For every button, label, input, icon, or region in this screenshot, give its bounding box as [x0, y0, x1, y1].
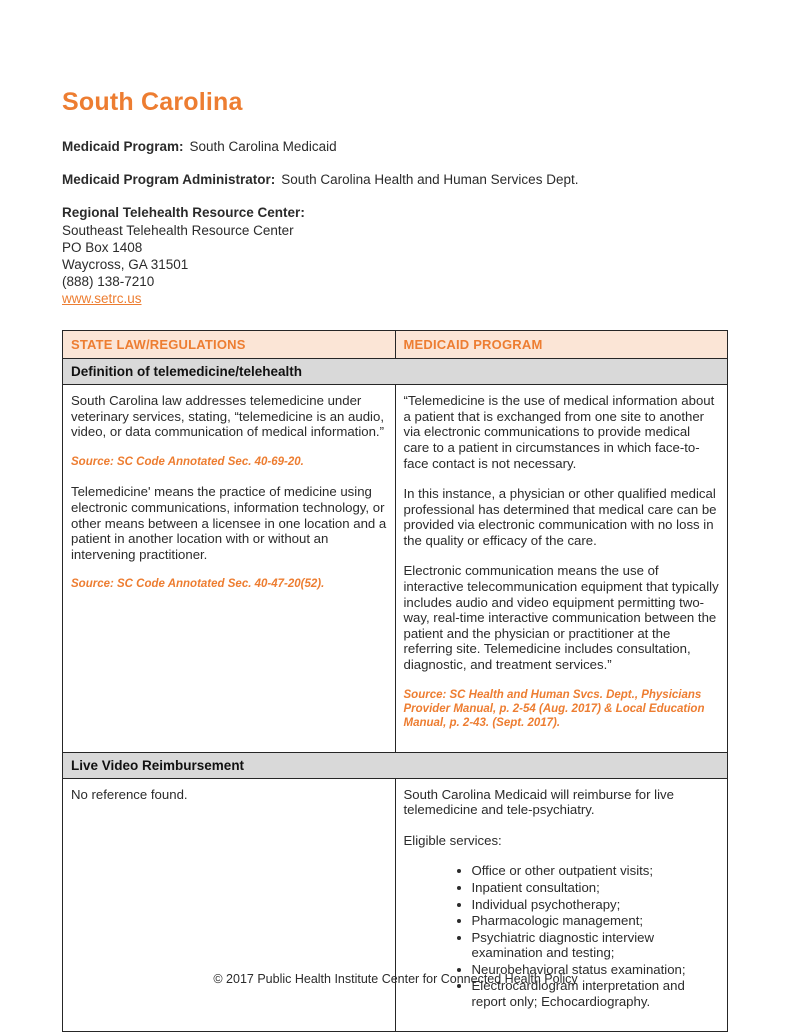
eligible-services-heading: Eligible services: — [403, 832, 502, 848]
source-citation: Source: SC Code Annotated Sec. 40-69-20. — [71, 455, 304, 468]
section-header-definition: Definition of telemedicine/telehealth — [63, 359, 728, 385]
definition-medicaid-paragraph: “Telemedicine is the use of medical information about a patient that is exchanged from one site to another via electronic communications to provide medical care to a patient in circumstances in which face-to-face contact is not necessary. — [403, 393, 715, 471]
definition-state-law-paragraph: Telemedicine' means the practice of medicine using electronic communications, information technology, or other means between a licensee in one location and a patient in another location with or without an intervening practitioner. — [71, 484, 387, 562]
eligible-service-item: • Neurobehavioral status examination; — [472, 962, 720, 978]
policy-table — [62, 330, 728, 1031]
medicaid-admin-value: South Carolina Health and Human Services Dept. — [281, 172, 579, 188]
eligible-service-item: • Psychiatric diagnostic interview examination and testing; — [472, 930, 720, 961]
resource-center-block — [62, 205, 728, 308]
medicaid-program-value: South Carolina Medicaid — [189, 139, 337, 154]
resource-center-website-link[interactable]: www.setrc.us — [62, 291, 142, 307]
section-header-live-video: Live Video Reimbursement — [63, 752, 728, 778]
definition-medicaid-paragraph: In this instance, a physician or other qualified medical professional has determined that medical care can be provided via electronic communication with no loss in the quality or efficacy of the care. — [403, 486, 717, 548]
live-video-state-law-paragraph: No reference found. — [71, 786, 188, 802]
live-video-body-row — [63, 778, 728, 1031]
column-header-state-law: STATE LAW/REGULATIONS — [63, 331, 396, 359]
column-header-medicaid-program: MEDICAID PROGRAM — [395, 331, 728, 359]
resource-center-phone: (888) 138-7210 — [62, 274, 155, 290]
resource-center-label: Regional Telehealth Resource Center: — [62, 205, 305, 221]
live-video-medicaid-paragraph: South Carolina Medicaid will reimburse for live telemedicine and tele-psychiatry. — [403, 786, 674, 818]
definition-state-law-paragraph: South Carolina law addresses telemedicine under veterinary services, stating, “telemedicine is an audio, video, or data communication of medical information.” — [71, 393, 384, 440]
definition-state-law-cell — [63, 385, 396, 752]
section-row-definition — [63, 359, 728, 385]
table-header-row — [63, 331, 728, 359]
medicaid-program-line — [62, 139, 728, 155]
eligible-service-item: • Pharmacologic management; — [472, 913, 720, 929]
eligible-service-item: • Office or other outpatient visits; — [472, 863, 720, 879]
section-row-live-video — [63, 752, 728, 778]
definition-body-row — [63, 385, 728, 752]
source-citation: Source: SC Code Annotated Sec. 40-47-20(52). — [71, 578, 325, 591]
source-citation: Source: SC Health and Human Svcs. Dept., Physicians Provider Manual, p. 2-54 (Aug. 2017) & Local Education Manual, p. 2-43. (Sept. 2017). — [403, 688, 705, 730]
definition-medicaid-cell — [395, 385, 728, 752]
live-video-medicaid-cell — [395, 778, 728, 1031]
medicaid-program-label: Medicaid Program: — [62, 139, 184, 154]
medicaid-admin-line — [62, 172, 728, 188]
page-title: South Carolina — [62, 88, 243, 116]
resource-center-city: Waycross, GA 31501 — [62, 257, 189, 273]
resource-center-name: Southeast Telehealth Resource Center — [62, 223, 294, 239]
eligible-service-item: • Individual psychotherapy; — [472, 897, 720, 913]
definition-medicaid-paragraph: Electronic communication means the use of interactive telecommunication equipment that typically includes audio and video equipment permitting two-way, real-time interactive communication between the patient and the physician or practitioner at the referring site. Telemedicine includes consultation, diagnostic, and treatment services.” — [403, 563, 719, 672]
footer-copyright: © 2017 Public Health Institute Center for Connected Health Policy — [213, 972, 578, 986]
medicaid-admin-label: Medicaid Program Administrator: — [62, 172, 276, 188]
eligible-service-item: • Inpatient consultation; — [472, 880, 720, 896]
eligible-service-item: • Electrocardiogram interpretation and report only; Echocardiography. — [472, 978, 720, 1009]
resource-center-po-box: PO Box 1408 — [62, 240, 143, 256]
eligible-services-list — [404, 863, 720, 1009]
live-video-state-law-cell — [63, 778, 396, 1031]
